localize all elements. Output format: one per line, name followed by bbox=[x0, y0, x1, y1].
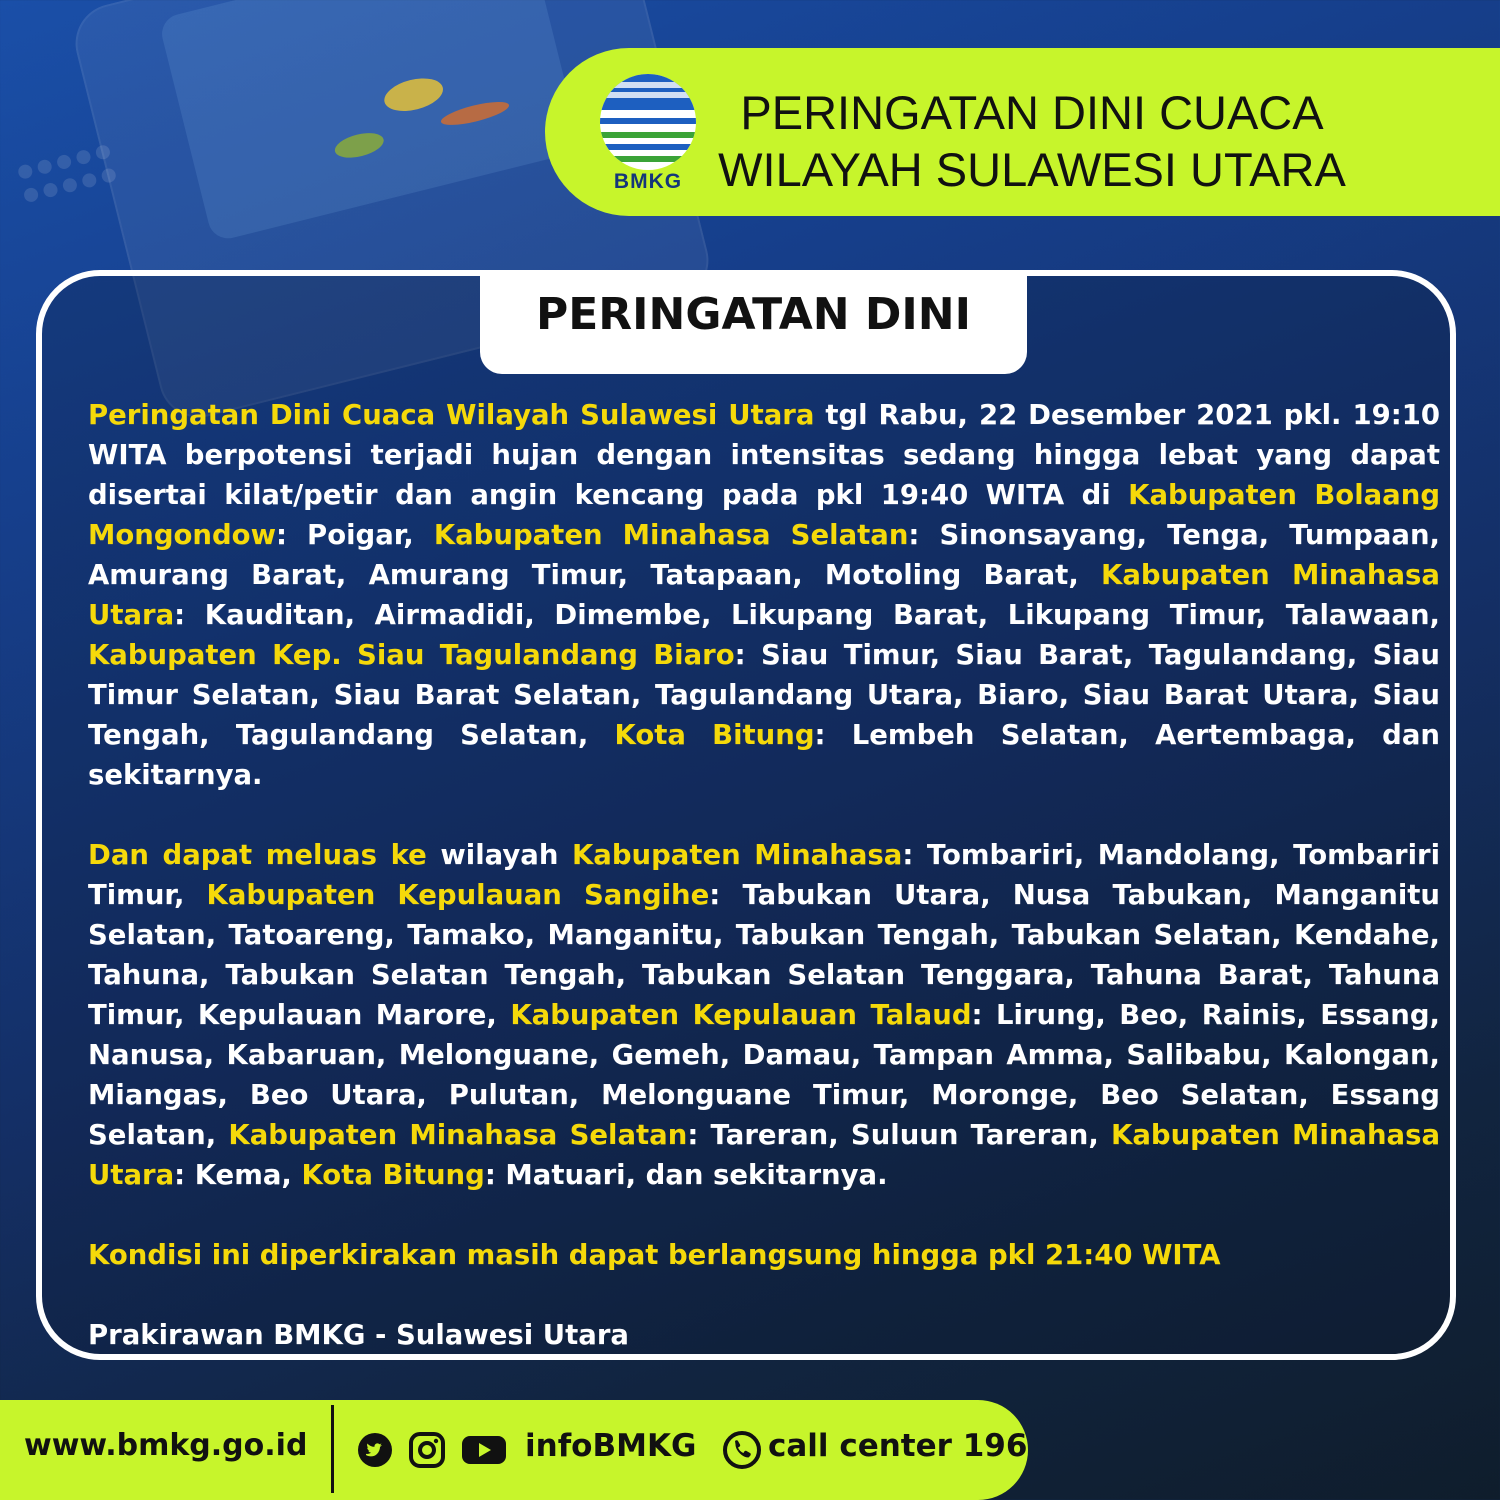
highlighted-region-text: Kota Bitung bbox=[614, 719, 815, 751]
body-text: : Matuari, dan sekitarnya. bbox=[484, 1159, 888, 1191]
bmkg-logo bbox=[598, 74, 698, 196]
background-island bbox=[332, 129, 386, 162]
body-text: : Poigar, bbox=[275, 519, 434, 551]
logo-emblem-icon bbox=[600, 74, 696, 170]
body-text: : Kema, bbox=[174, 1159, 302, 1191]
highlighted-region-text: Kabupaten Minahasa Utara bbox=[88, 559, 1440, 631]
phone-icon bbox=[722, 1430, 762, 1470]
body-text: tgl Rabu, 22 Desember 2021 pkl. 19:10 WITA berpotensi terjadi hujan dengan intensitas sedang hingga lebat yang dapat disertai kilat/petir dan angin kencang pada pkl 19:40 WITA di bbox=[88, 399, 1440, 511]
body-text: : Siau Timur, Siau Barat, Tagulandang, Siau Timur Selatan, Siau Barat Selatan, Tagulandang Utara, Biaro, Siau Barat Utara, Siau Tengah, Tagulandang Selatan, bbox=[88, 639, 1440, 751]
highlighted-region-text: Kabupaten Kep. Siau Tagulandang Biaro bbox=[88, 639, 735, 671]
background-island bbox=[439, 97, 511, 129]
body-text: wilayah bbox=[426, 839, 572, 871]
background-island bbox=[381, 73, 446, 117]
warning-paragraph-2 bbox=[88, 835, 1440, 1195]
title-line-2: WILAYAH SULAWESI UTARA bbox=[718, 143, 1346, 196]
highlighted-region-text: Kabupaten Minahasa bbox=[571, 839, 903, 871]
social-handle[interactable]: infoBMKG bbox=[525, 1428, 697, 1464]
body-text: : Tombariri, Mandolang, Tombariri Timur, bbox=[88, 839, 1441, 911]
signature-text: Prakirawan BMKG - Sulawesi Utara bbox=[88, 1319, 629, 1351]
warning-content bbox=[88, 395, 1440, 1355]
body-text: : Lirung, Beo, Rainis, Essang, Nanusa, Kabaruan, Melonguane, Gemeh, Damau, Tampan Amma, Salibabu, Kalongan, Miangas, Beo Utara, Pulutan, Melonguane Timur, Moronge, Beo Selatan, Essang Selatan, bbox=[88, 999, 1440, 1151]
website-link[interactable]: www.bmkg.go.id bbox=[24, 1428, 308, 1463]
highlighted-region-text: Kabupaten Minahasa Utara bbox=[88, 1119, 1441, 1191]
footer-divider bbox=[331, 1405, 334, 1493]
highlighted-region-text: Kabupaten Bolaang Mongondow bbox=[88, 479, 1441, 551]
twitter-icon[interactable] bbox=[357, 1432, 393, 1468]
highlighted-region-text: Kota Bitung bbox=[301, 1159, 485, 1191]
logo-text: BMKG bbox=[613, 170, 683, 193]
call-center-text[interactable]: call center 196 bbox=[768, 1428, 1028, 1464]
instagram-icon[interactable] bbox=[409, 1432, 445, 1468]
card-title: PERINGATAN DINI bbox=[480, 270, 1027, 374]
body-text: : Lembeh Selatan, Aertembaga, dan sekitarnya. bbox=[88, 719, 1440, 791]
condition-text: Kondisi ini diperkirakan masih dapat berlangsung hingga pkl 21:40 WITA bbox=[88, 1239, 1221, 1271]
youtube-icon[interactable] bbox=[461, 1432, 507, 1468]
highlighted-region-text: Kabupaten Kepulauan Sangihe bbox=[206, 879, 710, 911]
highlighted-region-text: Kabupaten Minahasa Selatan bbox=[433, 519, 909, 551]
body-text: : Tabukan Utara, Nusa Tabukan, Manganitu Selatan, Tatoareng, Tamako, Manganitu, Tabukan Tengah, Tabukan Selatan, Kendahe, Tahuna, Tabukan Selatan Tengah, Tabukan Selatan Tenggara, Tahuna Barat, Tahuna Timur, Kepulauan Marore, bbox=[88, 879, 1440, 1031]
highlighted-region-text: Kabupaten Kepulauan Talaud bbox=[510, 999, 972, 1031]
title-line-1: PERINGATAN DINI CUACA bbox=[740, 86, 1324, 139]
body-text: : Sinonsayang, Tenga, Tumpaan, Amurang Barat, Amurang Timur, Tatapaan, Motoling Barat, bbox=[88, 519, 1440, 591]
page-title bbox=[712, 84, 1352, 198]
body-text: : Tareran, Suluun Tareran, bbox=[687, 1119, 1112, 1151]
warning-paragraph-1 bbox=[88, 395, 1440, 795]
body-text: : Kauditan, Airmadidi, Dimembe, Likupang Barat, Likupang Timur, Talawaan, bbox=[174, 599, 1440, 631]
highlighted-region-text: Peringatan Dini Cuaca Wilayah Sulawesi Utara bbox=[88, 399, 815, 431]
highlighted-region-text: Kabupaten Minahasa Selatan bbox=[228, 1119, 688, 1151]
highlighted-region-text: Dan dapat meluas ke bbox=[88, 839, 427, 871]
